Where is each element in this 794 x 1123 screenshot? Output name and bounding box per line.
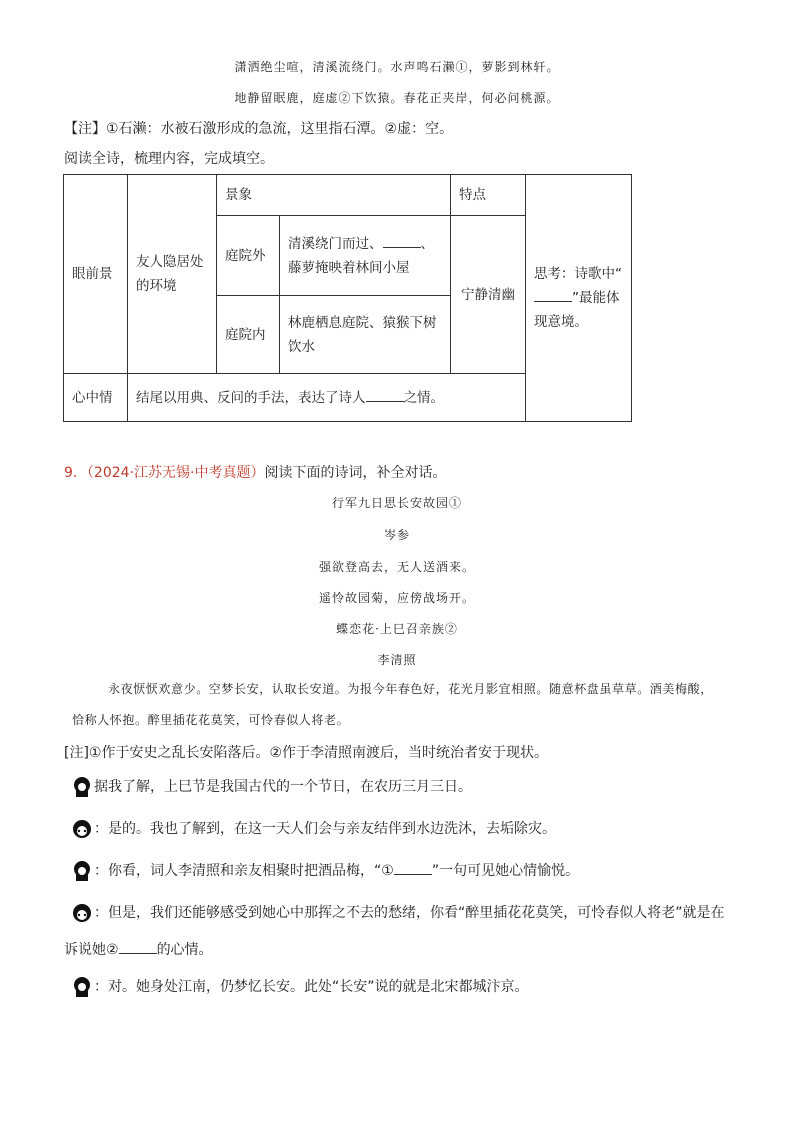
q9-note: [注]①作于安史之乱长安陷落后。②作于李清照南渡后，当时统治者安于现状。 xyxy=(64,745,549,761)
row-label-mood: 心中情 xyxy=(64,374,128,422)
poem-line-2: 地静留眠鹿，庭虚②下饮猿。春花正夹岸，何必问桃源。 xyxy=(234,91,560,105)
answer-blank[interactable] xyxy=(119,939,157,954)
dialogue-line-4-cont: 诉说她② 的心情。 xyxy=(64,939,213,959)
instruction: 阅读全诗，梳理内容，完成填空。 xyxy=(64,151,274,167)
poem-line-1: 潇洒绝尘喧，清溪流绕门。水声鸣石濑①，萝影到林轩。 xyxy=(234,60,560,74)
boy-avatar-icon xyxy=(72,902,92,924)
answer-blank[interactable] xyxy=(394,860,432,875)
answer-blank[interactable] xyxy=(366,387,404,402)
dialogue-line-2: ：是的。我也了解到，在这一天人们会与亲友结伴到水边洗沐，去垢除灾。 xyxy=(72,818,556,840)
girl-avatar-icon xyxy=(72,976,92,998)
think-cell: 思考：诗歌中“”最能体现意境。 xyxy=(526,175,632,422)
question-source: （2024·江苏无锡·中考真题） xyxy=(86,465,265,481)
dialogue-line-5: ：对。她身处江南，仍梦忆长安。此处“长安”说的就是北宋都城汴京。 xyxy=(72,976,529,998)
inside-label: 庭院内 xyxy=(217,296,280,374)
boy-avatar-icon xyxy=(72,818,92,840)
poem1-line-2: 遥怜故园菊，应傍战场开。 xyxy=(318,591,475,605)
poem1-author: 岑参 xyxy=(383,528,410,542)
summary-table xyxy=(63,174,632,422)
dialogue-line-3: ：你看，词人李清照和亲友相聚时把酒品梅，“① ”一句可见她心情愉悦。 xyxy=(72,860,579,882)
mood-cell: 结尾以用典、反问的手法，表达了诗人 之情。 xyxy=(128,374,526,422)
note: 【注】①石濑：水被石激形成的急流，这里指石潭。②虚：空。 xyxy=(64,121,454,137)
poem2-author: 李清照 xyxy=(377,653,417,667)
answer-blank[interactable] xyxy=(534,287,572,302)
header-scene: 景象 xyxy=(217,175,451,216)
place-cell: 友人隐居处的环境 xyxy=(128,175,217,374)
dialogue-line-1: 据我了解，上巳节是我国古代的一个节日，在农历三月三日。 xyxy=(72,776,472,798)
girl-avatar-icon xyxy=(72,860,92,882)
poem1-line-1: 强欲登高去，无人送酒来。 xyxy=(318,560,475,574)
poem2-body: 永夜恹恹欢意少。空梦长安，认取长安道。为报今年春色好，花光月影宜相照。随意杯盘虽草草。酒美梅酸，恰称人怀抱。醉里插花花莫笑，可怜春似人将老。 xyxy=(72,682,713,727)
feature-cell: 宁静清幽 xyxy=(451,216,526,374)
poem2-title: 蝶恋花·上巳召亲族② xyxy=(336,622,458,636)
answer-blank[interactable] xyxy=(383,233,421,248)
outside-label: 庭院外 xyxy=(217,216,280,296)
row-label-scene: 眼前景 xyxy=(64,175,128,374)
inside-text: 林鹿栖息庭院、猿猴下树饮水 xyxy=(280,296,451,374)
girl-avatar-icon xyxy=(72,776,92,798)
question-9: 9．（2024·江苏无锡·中考真题）阅读下面的诗词，补全对话。 xyxy=(64,465,447,481)
dialogue-line-4: ：但是，我们还能够感受到她心中那挥之不去的愁绪，你看“醉里插花花莫笑，可怜春似人将老”就是在 xyxy=(72,902,725,924)
outside-text: 清溪绕门而过、 、藤萝掩映着林间小屋 xyxy=(280,216,451,296)
poem1-title: 行军九日思长安故园① xyxy=(331,496,462,510)
header-feature: 特点 xyxy=(451,175,526,216)
